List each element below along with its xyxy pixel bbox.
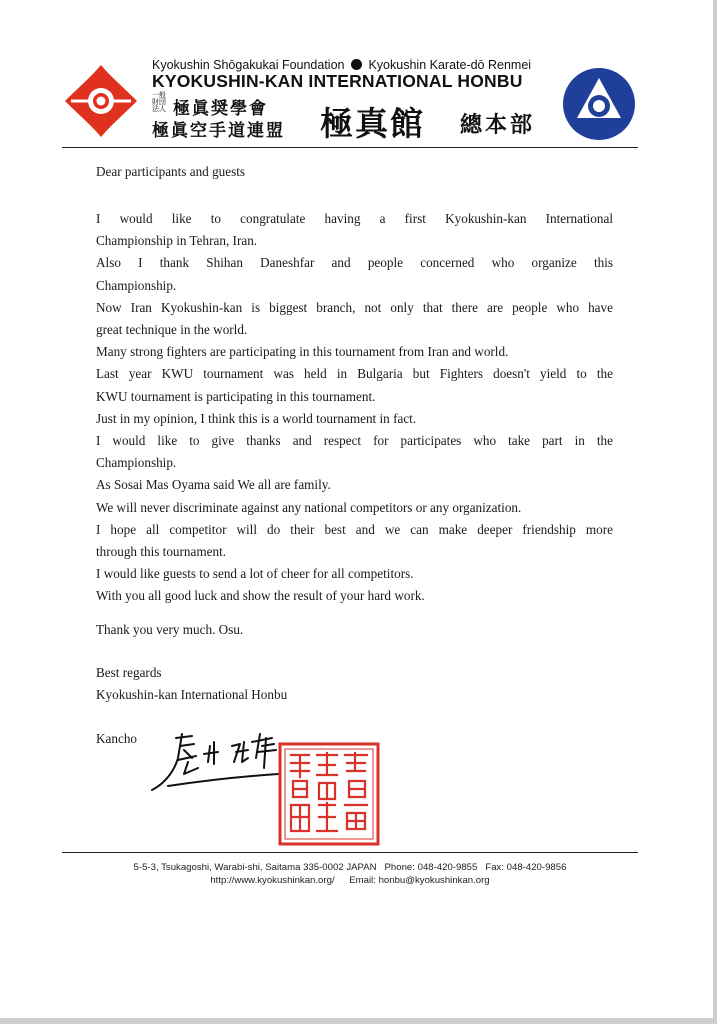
renmei-mark-icon — [351, 59, 362, 70]
letter-line: great technique in the world. — [96, 322, 248, 338]
letterhead-foundations — [152, 58, 572, 72]
letter-regards: Best regards — [96, 665, 162, 680]
letter-organization: Kyokushin-kan International Honbu — [96, 687, 288, 702]
letter-line: Many strong fighters are participating in this tournament from Iran and world. — [96, 344, 509, 360]
kyokushin-blue-emblem-icon — [561, 66, 637, 142]
letterhead-jp-honbu: 總本部 — [460, 112, 536, 138]
letterhead-jp-kan: 極真館 — [320, 104, 425, 143]
letter-line: Just in my opinion, I think this is a world tournament in fact. — [96, 410, 417, 426]
footer-contact-line — [62, 862, 638, 873]
letter-line: With you all good luck and show the result of your hard work. — [96, 588, 425, 604]
footer-website-link[interactable]: http://www.kyokushinkan.org/ — [210, 875, 335, 886]
footer-address: 5-5-3, Tsukagoshi, Warabi-shi, Saitama 335-0002 JAPAN — [133, 862, 377, 873]
letter-line: Championship. — [96, 277, 177, 293]
letter-line: As Sosai Mas Oyama said We all are family. — [96, 477, 331, 493]
letter-line: I would like to give thanks and respect for participates who take part in the — [96, 433, 613, 449]
letter-line: through this tournament. — [96, 544, 227, 560]
footer-fax: Fax: 048-420-9856 — [485, 862, 567, 873]
letter-line: I hope all competitor will do their best and we can make deeper friendship more — [96, 521, 613, 537]
letter-line: Last year KWU tournament was held in Bulgaria but Fighters doesn't yield to the — [96, 366, 613, 382]
letter-line: Championship in Tehran, Iran. — [96, 233, 258, 249]
renmei-name: Kyokushin Karate-dō Renmei — [368, 58, 532, 72]
letterhead-title: KYOKUSHIN-KAN INTERNATIONAL HONBU — [152, 71, 523, 91]
official-seal-stamp — [277, 741, 381, 847]
handwritten-signature — [148, 728, 298, 798]
letter-line: Championship. — [96, 455, 177, 471]
footer-phone: Phone: 048-420-9855 — [384, 862, 478, 873]
letter-line: Now Iran Kyokushin-kan is biggest branch, not only that there are people who have — [96, 299, 613, 315]
letterhead-small-jp: 一般財団法人 — [152, 91, 166, 113]
footer-web-line — [62, 875, 638, 886]
footer-divider — [62, 852, 638, 853]
letterhead-divider — [62, 147, 638, 148]
letter-line: I would like guests to send a lot of cheer for all competitors. — [96, 566, 414, 582]
signer-title: Kancho — [96, 731, 138, 746]
footer-email-link[interactable]: Email: honbu@kyokushinkan.org — [349, 875, 490, 886]
letter-line: We will never discriminate against any national competitors or any organization. — [96, 499, 522, 515]
letter-line: I would like to congratulate having a first Kyokushin-kan International — [96, 211, 613, 226]
letter-line: Also I thank Shihan Daneshfar and people concerned who organize this — [96, 255, 613, 271]
letter-body — [96, 208, 613, 608]
kyokushin-red-emblem-icon — [63, 63, 139, 139]
letterhead-jp-renmei: 極眞空手道連盟 — [152, 121, 285, 141]
foundation-name: Kyokushin Shōgakukai Foundation — [152, 58, 345, 72]
letter-thanks: Thank you very much. Osu. — [96, 622, 244, 637]
letter-greeting: Dear participants and guests — [96, 164, 246, 179]
letter-line: KWU tournament is participating in this tournament. — [96, 388, 376, 404]
letterhead-jp-foundation: 極眞奨學會 — [173, 99, 268, 119]
